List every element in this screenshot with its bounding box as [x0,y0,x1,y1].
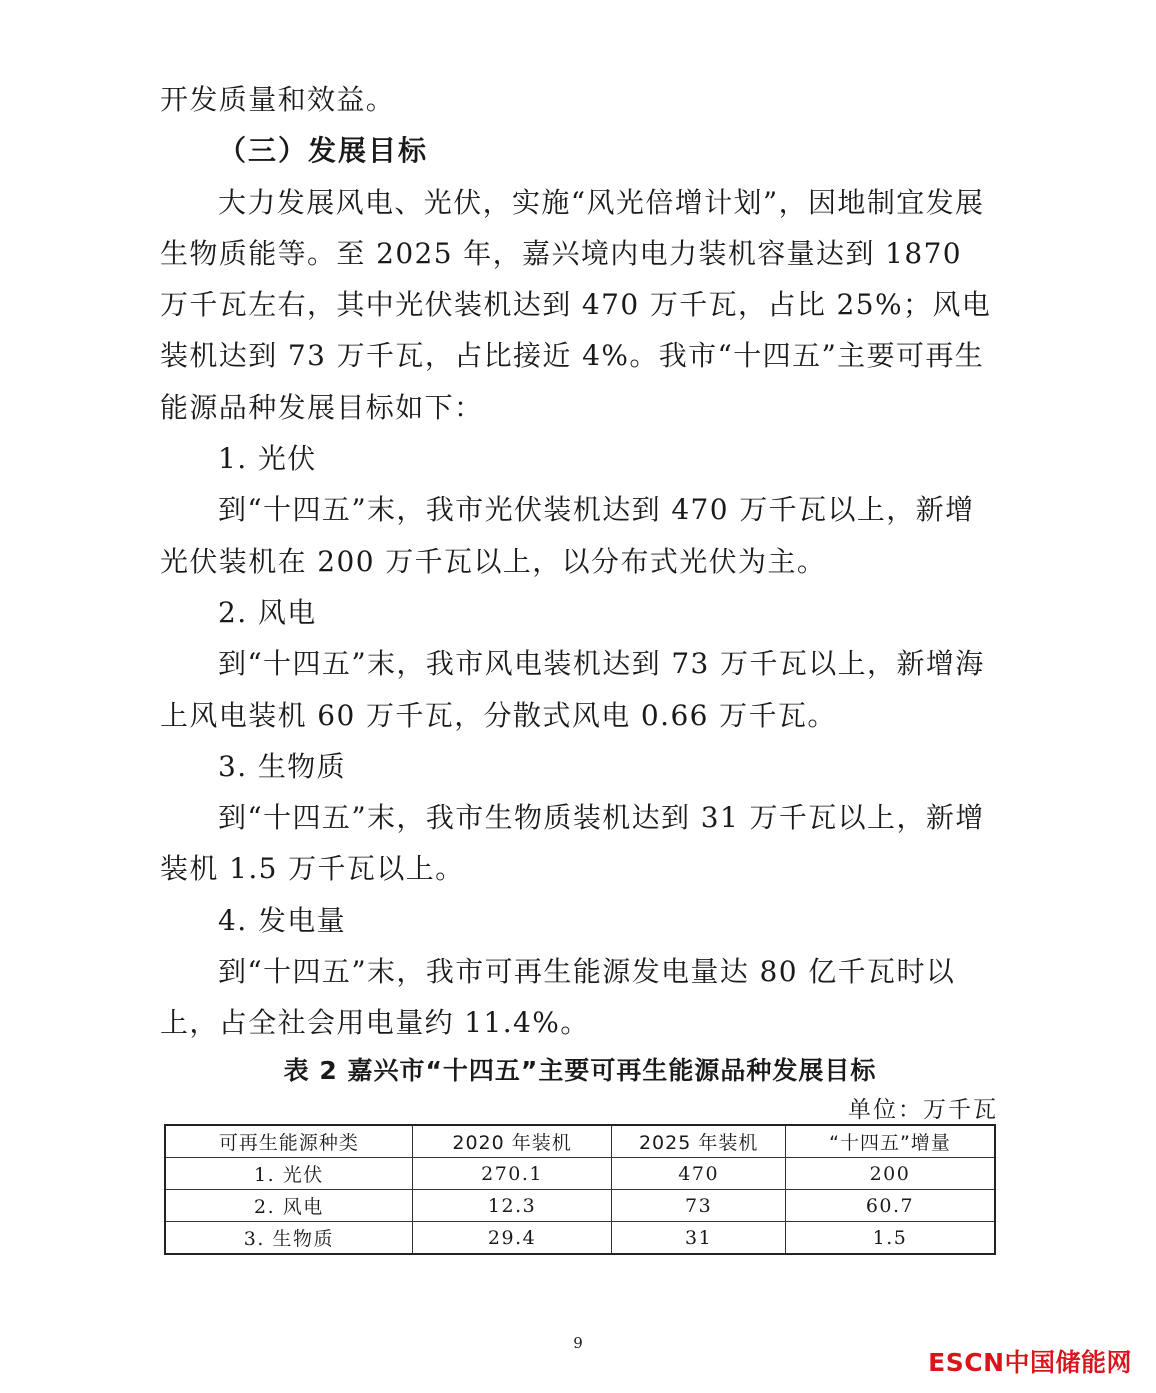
item-title-pv: 1. 光伏 [218,442,317,476]
table-row [165,1158,995,1190]
table-cell: 60.7 [785,1190,995,1222]
table-cell: 73 [612,1190,786,1222]
table-cell: 12.3 [412,1190,612,1222]
item-title-generation: 4. 发电量 [218,903,347,937]
table-unit: 单位：万千瓦 [848,1097,998,1123]
item-text-pv: 到“十四五”末，我市光伏装机达到 470 万千瓦以上，新增光伏装机在 200 万千瓦以上，以分布式光伏为主。 [160,493,975,578]
table-cell: 470 [612,1158,786,1190]
table-cell: 2. 风电 [165,1190,412,1222]
table-cell: 200 [785,1158,995,1190]
table-cell: 3. 生物质 [165,1222,412,1255]
escn-watermark-logo: ESCN中国储能网 [928,1348,1132,1377]
page-number: 9 [573,1334,583,1352]
table-row [165,1222,995,1255]
section-heading: （三）发展目标 [218,134,429,168]
renewable-targets-table [164,1124,996,1255]
item-title-wind: 2. 风电 [218,595,317,629]
table-cell: 31 [612,1222,786,1255]
table-cell: 270.1 [412,1158,612,1190]
item-text-generation: 到“十四五”末，我市可再生能源发电量达 80 亿千瓦时以上，占全社会用电量约 11.4%。 [160,955,956,1040]
table-header-row [165,1125,995,1158]
paragraph-continuation: 开发质量和效益。 [160,83,396,116]
table-header-cell: “十四五”增量 [785,1125,995,1158]
document-body [160,74,1000,1049]
item-text-wind: 到“十四五”末，我市风电装机达到 73 万千瓦以上，新增海上风电装机 60 万千瓦，分散式风电 0.66 万千瓦。 [160,647,985,732]
table-row [165,1190,995,1222]
table-header-cell: 2025 年装机 [612,1125,786,1158]
table-header-cell: 可再生能源种类 [165,1125,412,1158]
table-cell: 29.4 [412,1222,612,1255]
table-cell: 1. 光伏 [165,1158,412,1190]
item-title-biomass: 3. 生物质 [218,749,347,783]
table-cell: 1.5 [785,1222,995,1255]
table-header-cell: 2020 年装机 [412,1125,612,1158]
item-text-biomass: 到“十四五”末，我市生物质装机达到 31 万千瓦以上，新增装机 1.5 万千瓦以上。 [160,801,985,886]
table-title: 表 2 嘉兴市“十四五”主要可再生能源品种发展目标 [283,1056,877,1085]
paragraph-intro: 大力发展风电、光伏，实施“风光倍增计划”，因地制宜发展生物质能等。至 2025 年，嘉兴境内电力装机容量达到 1870 万千瓦左右，其中光伏装机达到 470 万千瓦，占比 25%；风电装机达到 73 万千瓦，占比接近 4%。我市“十四五”主要可再生能源品种发展目标如下： [160,185,992,424]
